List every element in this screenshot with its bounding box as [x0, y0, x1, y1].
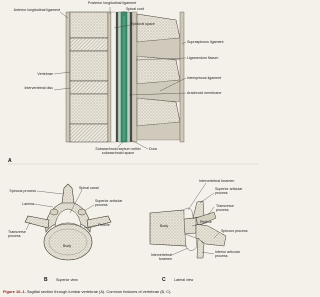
label-spinous-process-b: Spinous process: [9, 189, 36, 193]
label-dura: Dura: [149, 147, 157, 151]
vertebral-body-3: [70, 94, 108, 124]
label-ligamentum-flavum: Ligamentum flavum: [187, 56, 219, 60]
figure-caption: [3, 289, 171, 294]
label-spinal-cord: Spinal cord: [126, 7, 144, 11]
label-vertebrae: Vertebrae: [37, 72, 53, 76]
anterior-ligament-shape: [66, 12, 70, 142]
label-spinous-process-c: Spinous process: [221, 229, 248, 233]
label-spinal-canal: Spinal canal: [79, 186, 99, 190]
label-interspinous-ligament: Interspinous ligament: [187, 76, 222, 80]
label-inferior-articular-process: Inferior articular process: [215, 250, 240, 258]
label-posterior-longitudinal-ligament: Posterior longitudinal ligament: [87, 1, 137, 5]
disc-2: [70, 81, 108, 94]
label-pedicle-c: Pedicle: [200, 220, 212, 224]
panel-a-letter: A: [8, 158, 12, 164]
disc-3: [70, 124, 108, 142]
label-superior-articular-process-c: Superior articular process: [215, 187, 243, 195]
caption-text: Sagittal section through lumbar vertebrae (A). Common features of vertebrae (B, C).: [26, 289, 172, 294]
label-supraspinous-ligament: Supraspinous ligament: [187, 40, 224, 44]
panel-c-letter: C: [162, 277, 166, 283]
dura-shape: [116, 12, 118, 142]
label-pedicle-b: Pedicle: [98, 223, 110, 227]
spinous-process-1: [137, 14, 180, 42]
label-epidural-space: Epidural space: [131, 22, 155, 26]
label-intervertebral-foramen-bottom: Intervertebral foramen: [150, 253, 172, 261]
panel-b-illustration: [25, 184, 111, 260]
panel-c-title: Lateral view: [174, 278, 194, 282]
label-arachnoid-membrane: Arachnoid membrane: [187, 91, 222, 95]
label-superior-articular-process-b: Superior articular process: [95, 199, 123, 207]
label-body-c: Body: [160, 224, 169, 228]
vertebral-body-1: [70, 12, 108, 38]
panel-b-letter: B: [44, 277, 48, 283]
panel-a-illustration: [54, 7, 186, 149]
label-body-b: Body: [63, 244, 72, 248]
vertebral-body-2: [70, 51, 108, 81]
body-shape-c: [150, 210, 186, 246]
label-anterior-longitudinal-ligament: Anterior longitudinal ligament: [13, 8, 60, 12]
spinous-process-3: [137, 98, 180, 126]
label-transverse-process-c: Transverse process: [216, 204, 234, 212]
label-intervertebral-disc: Intervertebral disc: [24, 86, 53, 90]
disc-1: [70, 38, 108, 51]
body-shape-b: [44, 224, 92, 260]
label-lamina: Lamina: [22, 202, 34, 206]
spinous-process-2: [137, 56, 180, 84]
label-subarachnoid-septum: Subarachnoid septum within subarachnoid space: [95, 147, 141, 155]
label-intervertebral-foramen-top: Intervertebral foramen: [199, 179, 235, 183]
label-transverse-process-b: Transverse process: [8, 230, 26, 238]
panel-b-title: Superior view: [56, 278, 78, 282]
figure-number: Figure 16–1.: [3, 289, 26, 294]
